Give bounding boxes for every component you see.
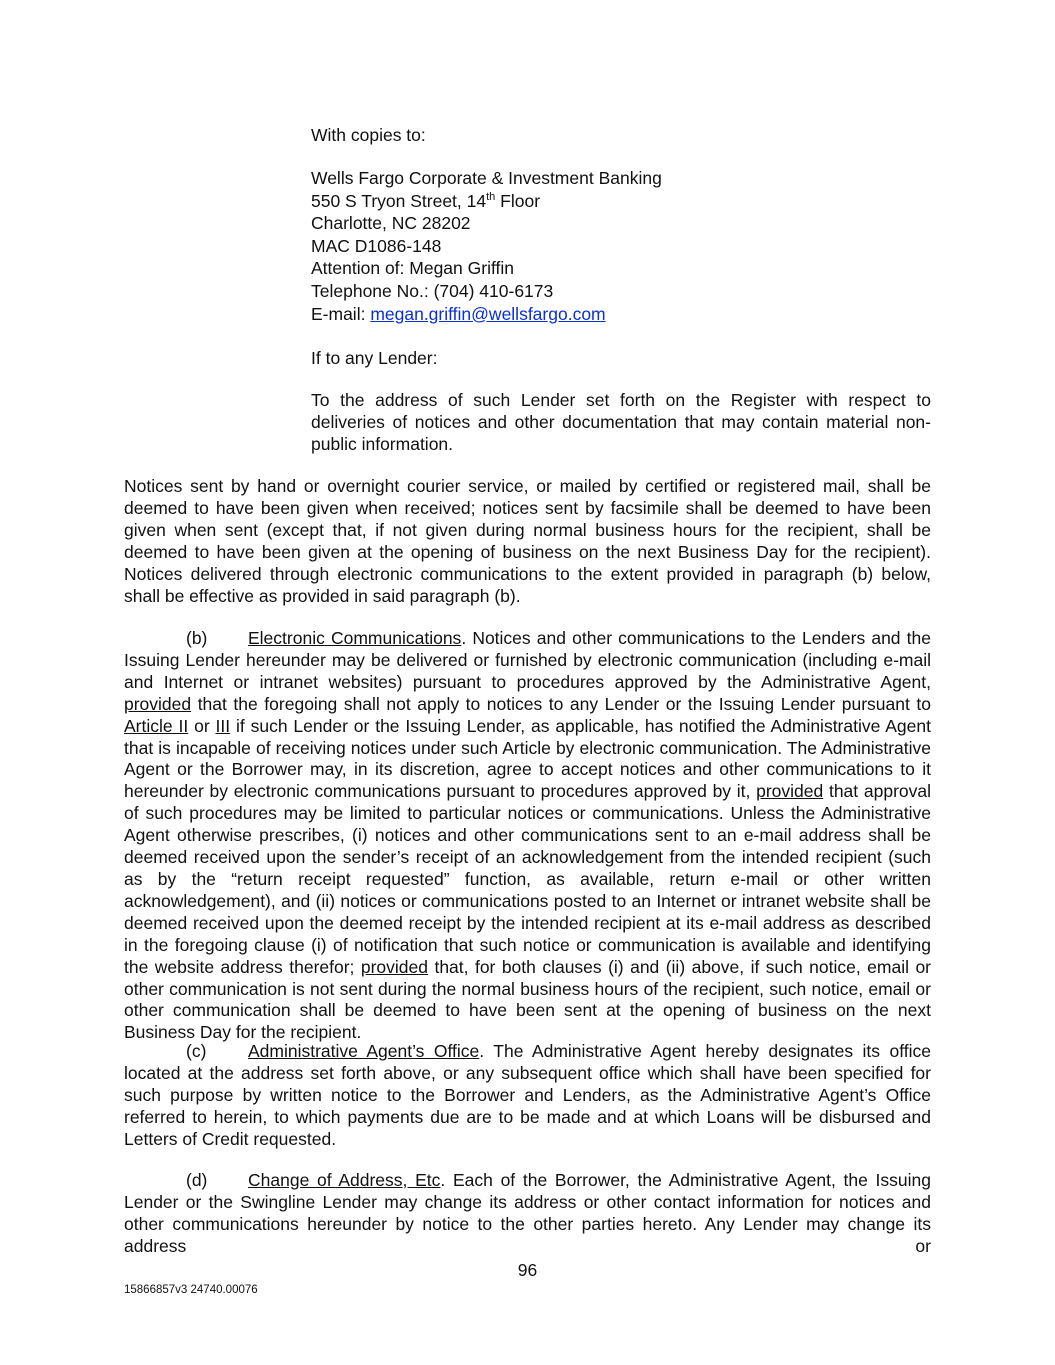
lender-heading: If to any Lender: — [311, 348, 438, 368]
address-attention: Attention of: Megan Griffin — [311, 258, 514, 279]
provided-term: provided — [124, 693, 192, 714]
address-email-line: E-mail: megan.griffin@wellsfargo.com — [311, 303, 606, 324]
section-d-label: (d) — [186, 1170, 208, 1190]
section-c-paragraph: (c) Administrative Agent’s Office. The Administrative Agent hereby designates its office located at the address set forth above, or any subsequent office which shall have been specified for such purpose by written notice to the Borrower and Lenders, as the Administrative Agent’s Office referred to herein, to which payments due are to be made and at which Loans will be disbursed and Letters of Credit requested. — [124, 1041, 931, 1149]
article-ii-ref: Article II — [124, 715, 189, 736]
article-iii-ref: III — [215, 715, 231, 736]
page-number: 96 — [517, 1260, 538, 1280]
provided-term: provided — [360, 956, 429, 977]
address-line-1: Wells Fargo Corporate & Investment Banking — [311, 168, 662, 188]
section-b-title: Electronic Communications — [248, 628, 462, 648]
lender-text: To the address of such Lender set forth on the Register with respect to deliveries of notices and other documentation that may contain material non-public information. — [311, 390, 931, 454]
address-line-2: 550 S Tryon Street, 14th Floor — [311, 190, 541, 211]
address-line-3: Charlotte, NC 28202 — [311, 213, 471, 234]
address-line-4: MAC D1086-148 — [311, 235, 442, 256]
document-id: 15866857v3 24740.00076 — [124, 1284, 258, 1296]
section-b-label: (b) — [186, 628, 208, 648]
notices-paragraph: Notices sent by hand or overnight courier service, or mailed by certified or registered mail, shall be deemed to have been given when received; notices sent by facsimile shall be deemed to have been given when sent (except that, if not given during normal business hours for the recipient, shall be deemed to have been given at the opening of business on the next Business Day for the recipient). Notices delivered through electronic communications to the extent provided in paragraph (b) below, shall be effective as provided in said paragraph (b). — [124, 476, 931, 606]
section-c-title: Administrative Agent’s Office — [248, 1041, 480, 1061]
section-d-title: Change of Address, Etc — [248, 1170, 441, 1190]
email-link[interactable]: megan.griffin@wellsfargo.com — [370, 303, 606, 324]
section-b-paragraph: (b) Electronic Communications. Notices and other communications to the Lenders and the Issuing Lender hereunder may be delivered or furnished by electronic communication (including e-mail and Internet or intranet websites) pursuant to procedures approved by the Administrative Agent, provided that the foregoing shall not apply to notices to any Lender or the Issuing Lender pursuant to Article II or III if such Lender or the Issuing Lender, as applicable, has notified the Administrative Agent that is incapable of receiving notices under such Article by electronic communication. The Administrative Agent or the Borrower may, in its discretion, agree to accept notices and other communications to it hereunder by electronic communications pursuant to procedures approved by it, provided that approval of such procedures may be limited to particular notices or communications. Unless the Administrative Agent otherwise prescribes, (i) notices and other communications sent to an e-mail address shall be deemed received upon the sender’s receipt of an acknowledgement from the intended recipient (such as by the “return receipt requested” function, as available, return e-mail or other written acknowledgement), and (ii) notices or communications posted to an Internet or intranet website shall be deemed received upon the deemed receipt by the intended recipient at its e-mail address as described in the foregoing clause (i) of notification that such notice or communication is available and identifying the website address therefor; provided that, for both clauses (i) and (ii) above, if such notice, email or other communication is not sent during the normal business hours of the recipient, such notice, email or other communication shall be deemed to have been sent at the opening of business on the next Business Day for the recipient. — [124, 628, 932, 1043]
address-block — [311, 167, 931, 325]
address-telephone: Telephone No.: (704) 410-6173 — [311, 280, 554, 301]
copies-heading: With copies to: — [311, 125, 426, 145]
section-d-paragraph: (d) Change of Address, Etc. Each of the Borrower, the Administrative Agent, the Issuing Lender or the Swingline Lender may change its address or other contact information for notices and other communications hereunder by notice to the other parties hereto. Any Lender may change its address or — [124, 1170, 931, 1256]
provided-term: provided — [756, 781, 824, 802]
section-c-label: (c) — [186, 1041, 207, 1061]
